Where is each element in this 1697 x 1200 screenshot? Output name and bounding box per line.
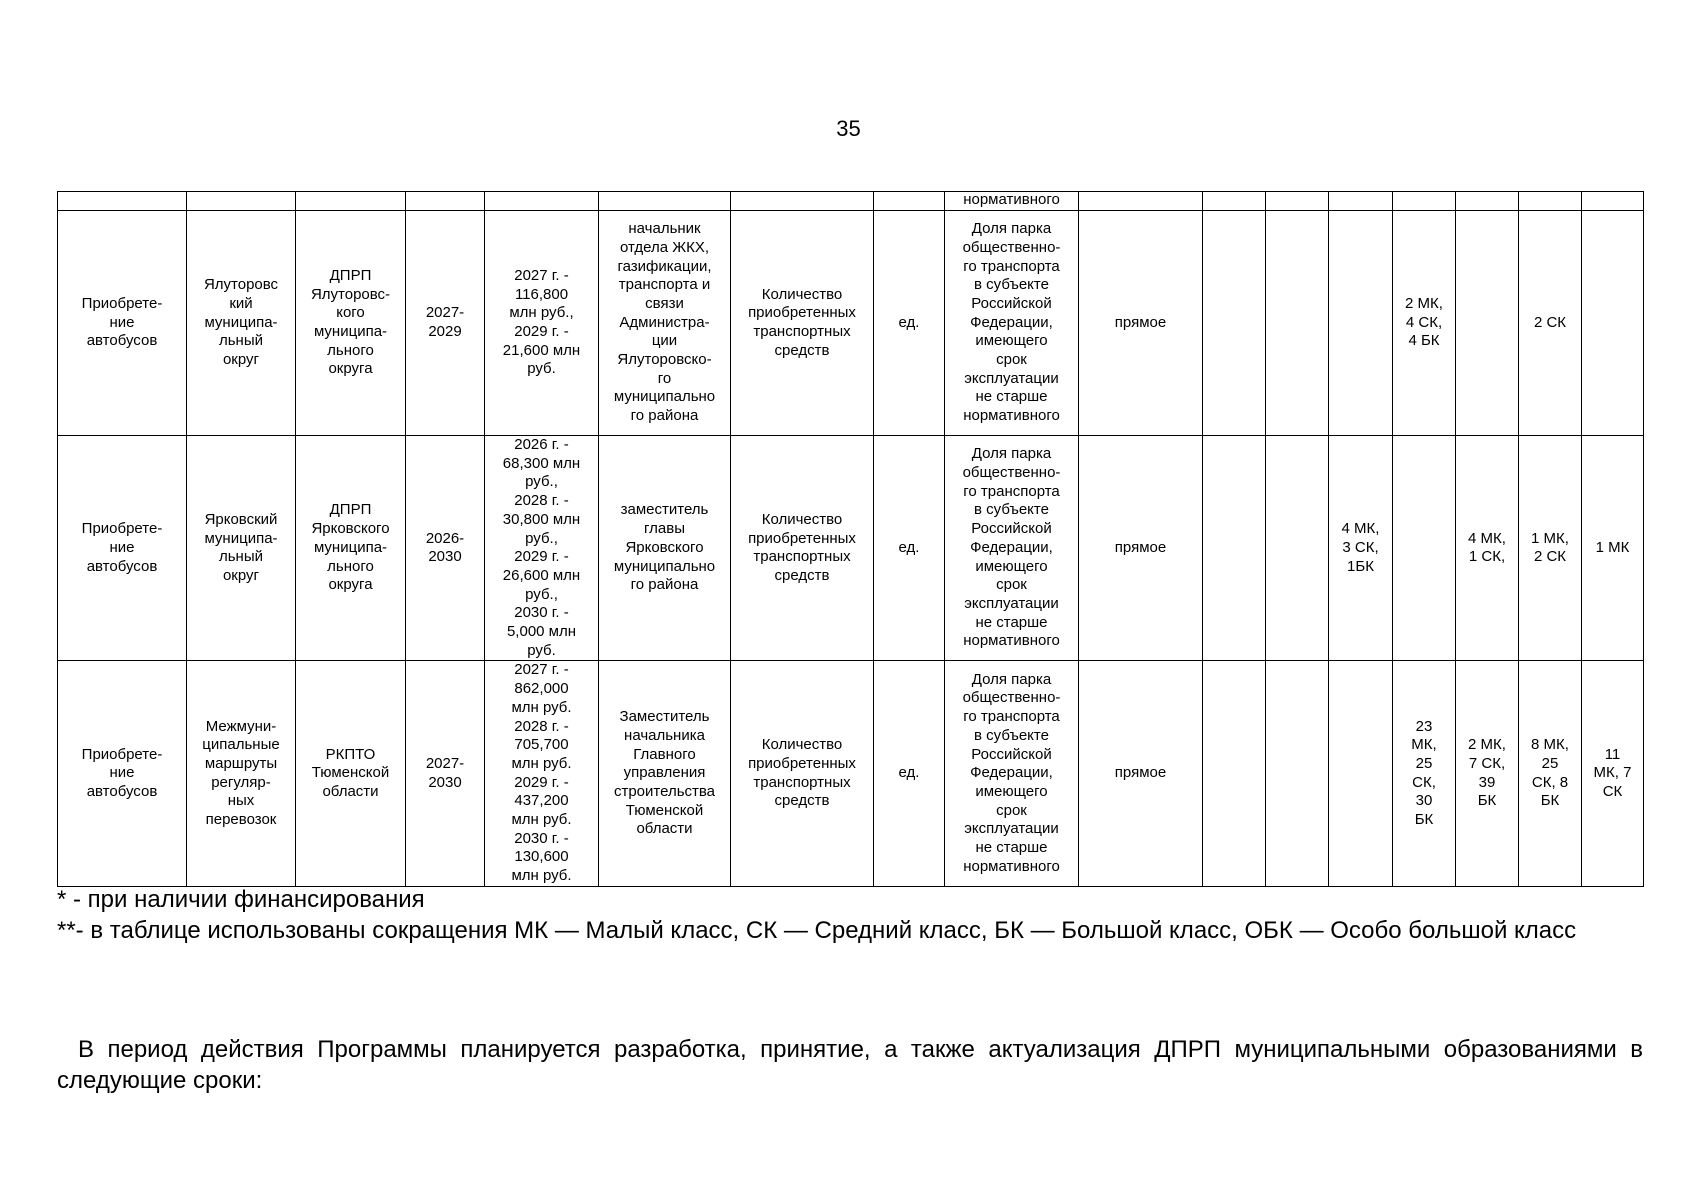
cell-text: Количество приобретенных транспортных средств	[748, 285, 856, 359]
table-cell	[1393, 436, 1456, 661]
footnote-financing: * - при наличии финансирования	[57, 886, 425, 913]
cell-text: прямое	[1114, 538, 1167, 556]
table-cell	[1393, 211, 1456, 436]
table-cell	[296, 192, 406, 211]
table-cell	[1456, 211, 1519, 436]
cell-text: Межмуни- ципальные маршруты регуляр- ных перевозок	[202, 717, 280, 829]
page-number: 35	[836, 116, 861, 141]
cell-text: 2026 г. - 68,300 млн руб., 2028 г. - 30,800 млн руб., 2029 г. - 26,600 млн руб., 2030 г. - 5,000 млн руб.	[502, 436, 581, 659]
cell-text: 4 МК, 1 СК,	[1468, 529, 1506, 566]
table-cell	[406, 192, 485, 211]
table-cell	[599, 211, 731, 436]
table-cell	[1519, 192, 1582, 211]
body-paragraph: В период действия Программы планируется разработка, принятие, а также актуализация ДПРП муниципальными образованиями в следующие сроки:	[57, 1036, 1643, 1094]
cell-text: 11 МК, 7 СК	[1593, 745, 1632, 800]
cell-text: 2027 г. - 116,800 млн руб., 2029 г. - 21,600 млн руб.	[502, 266, 581, 378]
table-cell	[1329, 436, 1393, 661]
cell-text: Приобрете- ние автобусов	[81, 294, 163, 350]
table-cell	[874, 661, 945, 886]
table-cell	[485, 192, 599, 211]
cell-text: 2 МК, 7 СК, 39 БК	[1468, 736, 1506, 810]
cell-text: 2026- 2030	[425, 529, 465, 566]
cell-text: Доля парка общественно- го транспорта в субъекте Российской Федерации, имеющего срок эксплуатации не старше нормативного	[962, 670, 1061, 875]
cell-text: 1 МК, 2 СК	[1531, 529, 1569, 566]
table-cell	[731, 211, 874, 436]
table-cell	[1582, 436, 1644, 661]
cell-text: 4 МК, 3 СК, 1БК	[1341, 520, 1380, 575]
cell-text: ед.	[898, 538, 920, 556]
table-cell	[874, 211, 945, 436]
table-cell	[58, 661, 187, 886]
cell-text: Приобрете- ние автобусов	[81, 745, 163, 800]
table-cell	[599, 661, 731, 886]
cell-text: Приобрете- ние автобусов	[81, 520, 163, 575]
table-cell	[1079, 661, 1203, 886]
cell-text: прямое	[1114, 313, 1167, 331]
table-cell	[1329, 211, 1393, 436]
table-row	[58, 436, 1644, 661]
table-cell	[1456, 661, 1519, 886]
table-cell	[1519, 211, 1582, 436]
table-row	[58, 211, 1644, 436]
cell-text: 2 МК, 4 СК, 4 БК	[1405, 294, 1443, 350]
table-cell	[187, 436, 296, 661]
cell-text: 2027- 2030	[425, 754, 465, 791]
cell-text: 2027 г. - 862,000 млн руб. 2028 г. - 705,700 млн руб. 2029 г. - 437,200 млн руб. 2030 г. - 130,600 млн руб.	[511, 661, 572, 885]
table-cell	[406, 211, 485, 436]
cell-text: ед.	[898, 313, 920, 331]
cell-text: ДПРП Ярковского муниципа- льного округа	[311, 501, 390, 594]
table-cell	[1203, 192, 1266, 211]
cell-text: Ялуторовс кий муниципа- льный округ	[203, 276, 279, 369]
table-cell	[1519, 661, 1582, 886]
cell-text: 2 СК	[1533, 313, 1567, 331]
table-cell	[1266, 192, 1329, 211]
cell-text: 1 МК	[1595, 538, 1630, 556]
cell-text: Доля парка общественно- го транспорта в субъекте Российской Федерации, имеющего срок эксплуатации не старше нормативного	[962, 220, 1061, 425]
cell-text: нормативного	[963, 191, 1060, 208]
table-cell	[1079, 192, 1203, 211]
table-cell	[1329, 661, 1393, 886]
cell-text: ДПРП Ялуторовс- кого муниципа- льного округа	[310, 266, 391, 378]
table-cell	[1519, 436, 1582, 661]
cell-text: 8 МК, 25 СК, 8 БК	[1531, 736, 1569, 810]
table-cell	[1329, 192, 1393, 211]
table-cell	[1582, 192, 1644, 211]
table-cell	[874, 436, 945, 661]
table-cell	[945, 192, 1079, 211]
table-cell	[406, 436, 485, 661]
cell-text: ед.	[898, 764, 920, 782]
table-cell	[1266, 211, 1329, 436]
table-cell	[187, 211, 296, 436]
cell-text: Ярковский муниципа- льный округ	[204, 510, 278, 584]
cell-text: 23 МК, 25 СК, 30 БК	[1411, 717, 1437, 829]
cell-text: Количество приобретенных транспортных средств	[748, 510, 856, 584]
table-cell	[1203, 211, 1266, 436]
cell-text: Заместитель начальника Главного управления строительства Тюменской области	[613, 708, 716, 838]
table-cell	[1456, 192, 1519, 211]
table-cell	[58, 211, 187, 436]
table-cell	[945, 211, 1079, 436]
table-cell	[187, 192, 296, 211]
table-cell	[58, 436, 187, 661]
table-cell	[406, 661, 485, 886]
table-cell	[599, 192, 731, 211]
table-cell	[1266, 661, 1329, 886]
table-row-continuation	[58, 192, 1644, 211]
table-cell	[485, 436, 599, 661]
table-cell	[187, 661, 296, 886]
cell-text: прямое	[1114, 764, 1167, 782]
table-row	[58, 661, 1644, 886]
table-cell	[485, 661, 599, 886]
table-cell	[1582, 211, 1644, 436]
table-cell	[1393, 661, 1456, 886]
table-cell	[945, 436, 1079, 661]
table-cell	[1266, 436, 1329, 661]
table-cell	[1079, 436, 1203, 661]
table-cell	[731, 436, 874, 661]
table-cell	[874, 192, 945, 211]
cell-text: заместитель главы Ярковского муниципально го района	[613, 501, 716, 594]
cell-text: Доля парка общественно- го транспорта в субъекте Российской Федерации, имеющего срок эксплуатации не старше нормативного	[962, 445, 1061, 650]
table-cell	[1079, 211, 1203, 436]
footnote-abbreviations: **- в таблице использованы сокращения МК — Малый класс, СК — Средний класс, БК — Большой класс, ОБК — Особо большой класс	[57, 917, 1577, 944]
table-cell	[731, 661, 874, 886]
table-cell	[58, 192, 187, 211]
table-cell	[1582, 661, 1644, 886]
table-cell	[296, 211, 406, 436]
cell-text: РКПТО Тюменской области	[311, 745, 390, 800]
cell-text: Количество приобретенных транспортных средств	[748, 736, 856, 810]
table-cell	[1203, 436, 1266, 661]
footnotes	[57, 884, 1643, 946]
measures-table	[57, 191, 1644, 887]
cell-text: начальник отдела ЖКХ, газификации, транспорта и связи Администра- ции Ялуторовско- го муниципально го района	[613, 220, 716, 425]
table-cell	[296, 661, 406, 886]
table-cell	[1456, 436, 1519, 661]
table-cell	[599, 436, 731, 661]
table-cell	[731, 192, 874, 211]
table-cell	[1203, 661, 1266, 886]
cell-text: 2027- 2029	[425, 304, 465, 340]
table-cell	[1393, 192, 1456, 211]
table-cell	[945, 661, 1079, 886]
table-cell	[485, 211, 599, 436]
table-cell	[296, 436, 406, 661]
